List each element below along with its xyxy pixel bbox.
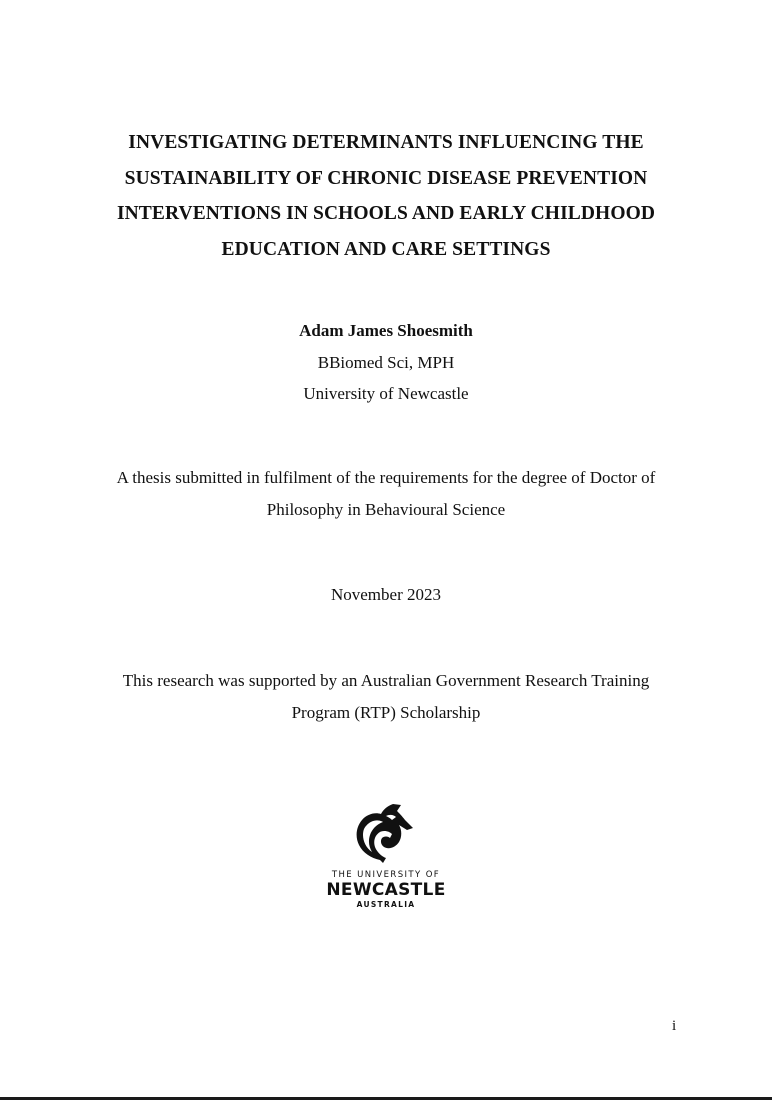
logo-text-line1: THE UNIVERSITY OF bbox=[331, 870, 441, 880]
page-number: i bbox=[672, 1018, 677, 1034]
author-block bbox=[0, 315, 772, 410]
submission-date: November 2023 bbox=[330, 585, 441, 604]
author-name: Adam James Shoesmith bbox=[299, 321, 473, 340]
author-degrees: BBiomed Sci, MPH bbox=[317, 352, 455, 372]
title-line: EDUCATION AND CARE SETTINGS bbox=[221, 238, 551, 260]
funding-line: Program (RTP) Scholarship bbox=[291, 702, 481, 722]
author-institution: University of Newcastle bbox=[303, 384, 469, 403]
thesis-title bbox=[60, 125, 712, 267]
title-line: SUSTAINABILITY OF CHRONIC DISEASE PREVENTION bbox=[124, 167, 648, 189]
logo-text-line3: AUSTRALIA bbox=[356, 900, 416, 909]
funding-line: This research was supported by an Australian Government Research Training bbox=[122, 671, 650, 690]
logo-text-line2: NEWCASTLE bbox=[326, 880, 446, 900]
statement-line: Philosophy in Behavioural Science bbox=[266, 499, 506, 519]
title-line: INTERVENTIONS IN SCHOOLS AND EARLY CHILDHOOD bbox=[116, 203, 656, 224]
title-line: INVESTIGATING DETERMINANTS INFLUENCING THE bbox=[128, 132, 644, 153]
university-logo bbox=[300, 800, 472, 910]
bottom-edge-rule bbox=[0, 1097, 772, 1100]
funding-statement bbox=[60, 665, 712, 728]
seahorse-logo-icon bbox=[353, 800, 419, 866]
thesis-statement bbox=[60, 462, 712, 525]
statement-line: A thesis submitted in fulfilment of the requirements for the degree of Doctor of bbox=[116, 468, 656, 487]
